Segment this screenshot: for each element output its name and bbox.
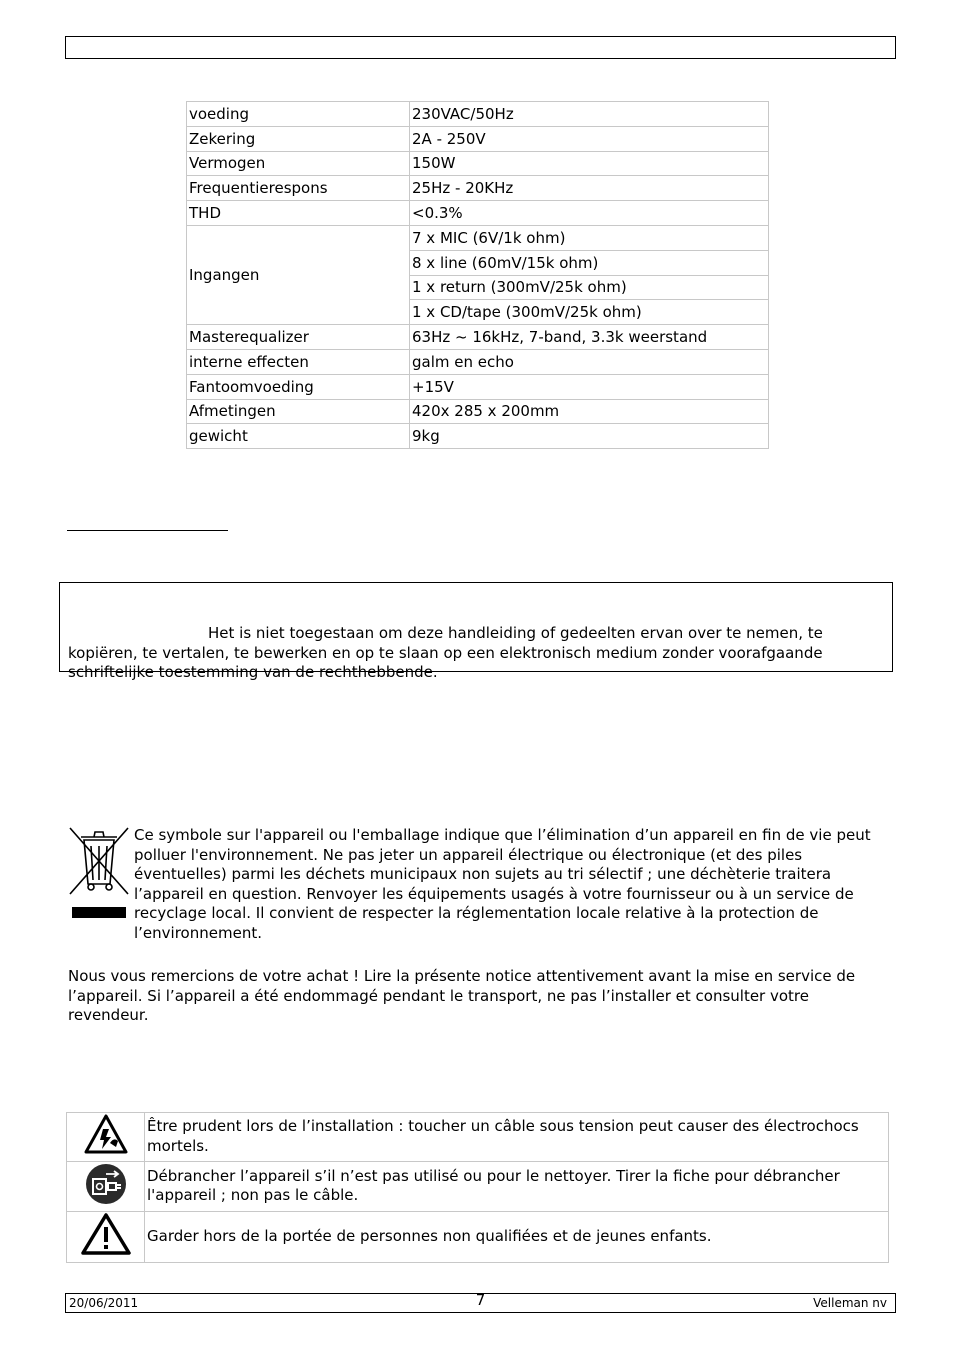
spec-value: +15V [410,374,769,399]
electric-shock-warning-icon [83,1113,129,1155]
spec-label: Ingangen [187,225,410,324]
safety-icon-cell [67,1113,145,1162]
spec-value: 7 x MIC (6V/1k ohm) [410,225,769,250]
spec-label: THD [187,201,410,226]
spec-label: voeding [187,102,410,127]
table-row [187,201,769,226]
copyright-text: Het is niet toegestaan om deze handleiding of gedeelten ervan over te nemen, te kopiëren, te vertalen, te bewerken en op te slaan op een elektronisch medium zonder voorafgaande schriftelijke toestemming van de rechthebbende. [68,624,823,681]
table-row [187,151,769,176]
table-row [67,1113,889,1162]
page-header-box [65,36,896,59]
safety-text: Être prudent lors de l’installation : toucher un câble sous tension peut causer des électrochocs mortels. [145,1113,889,1162]
spec-label: interne effecten [187,349,410,374]
spec-label: gewicht [187,424,410,449]
spec-value: galm en echo [410,349,769,374]
table-row [187,126,769,151]
weee-text: Ce symbole sur l'appareil ou l'emballage indique que l’élimination d’un appareil en fin de vie peut polluer l'environnement. Ne pas jeter un appareil électrique ou électronique (et des piles éventuelles) parmi les déchets municipaux non sujets au tri sélectif ; une déchèterie traitera l’appareil en question. Renvoyer les équipements usagés à votre fournisseur ou à un service de recyclage local. Il convient de respecter la réglementation locale relative à la protection de l’environnement. [134,826,871,942]
footer-company: Velleman nv [813,1296,887,1310]
spec-value: 25Hz - 20KHz [410,176,769,201]
table-row [187,225,769,250]
spec-value: 230VAC/50Hz [410,102,769,127]
spec-value: 8 x line (60mV/15k ohm) [410,250,769,275]
spec-value: 2A - 250V [410,126,769,151]
specifications-table [186,101,769,449]
table-row [187,325,769,350]
spec-label: Afmetingen [187,399,410,424]
page-number: 7 [475,1291,486,1309]
table-row [67,1161,889,1212]
spec-value: 1 x CD/tape (300mV/25k ohm) [410,300,769,325]
copyright-notice-box [59,582,893,681]
weee-paragraph [68,826,888,943]
warning-triangle-icon [80,1212,132,1256]
safety-text: Débrancher l’appareil s’il n’est pas utilisé ou pour le nettoyer. Tirer la fiche pour débrancher l'appareil ; non pas le câble. [145,1161,889,1212]
safety-text: Garder hors de la portée de personnes non qualifiées et de jeunes enfants. [145,1212,889,1263]
spec-label: Zekering [187,126,410,151]
spec-label: Fantoomvoeding [187,374,410,399]
page-footer [65,1293,896,1313]
table-row [187,176,769,201]
spec-label: Vermogen [187,151,410,176]
horizontal-rule [67,530,228,531]
safety-table [66,1112,889,1263]
spec-value: 1 x return (300mV/25k ohm) [410,275,769,300]
spec-value: 420x 285 x 200mm [410,399,769,424]
copyright-text-wrap [68,624,888,683]
table-row [67,1212,889,1263]
spec-value: 150W [410,151,769,176]
spec-value: 9kg [410,424,769,449]
intro-paragraph: Nous vous remercions de votre achat ! Lire la présente notice attentivement avant la mise en service de l’appareil. Si l’appareil a été endommagé pendant le transport, ne pas l’installer et consulter votre revendeur. [68,967,856,1024]
table-row [187,424,769,449]
table-row [187,102,769,127]
safety-icon-cell [67,1161,145,1212]
spec-value: <0.3% [410,201,769,226]
table-row [187,349,769,374]
table-row [187,374,769,399]
spec-label: Masterequalizer [187,325,410,350]
spec-value: 63Hz ~ 16kHz, 7-band, 3.3k weerstand [410,325,769,350]
table-row [187,399,769,424]
spec-label: Frequentierespons [187,176,410,201]
unplug-icon [84,1162,128,1206]
footer-date: 20/06/2011 [69,1296,139,1310]
safety-icon-cell [67,1212,145,1263]
